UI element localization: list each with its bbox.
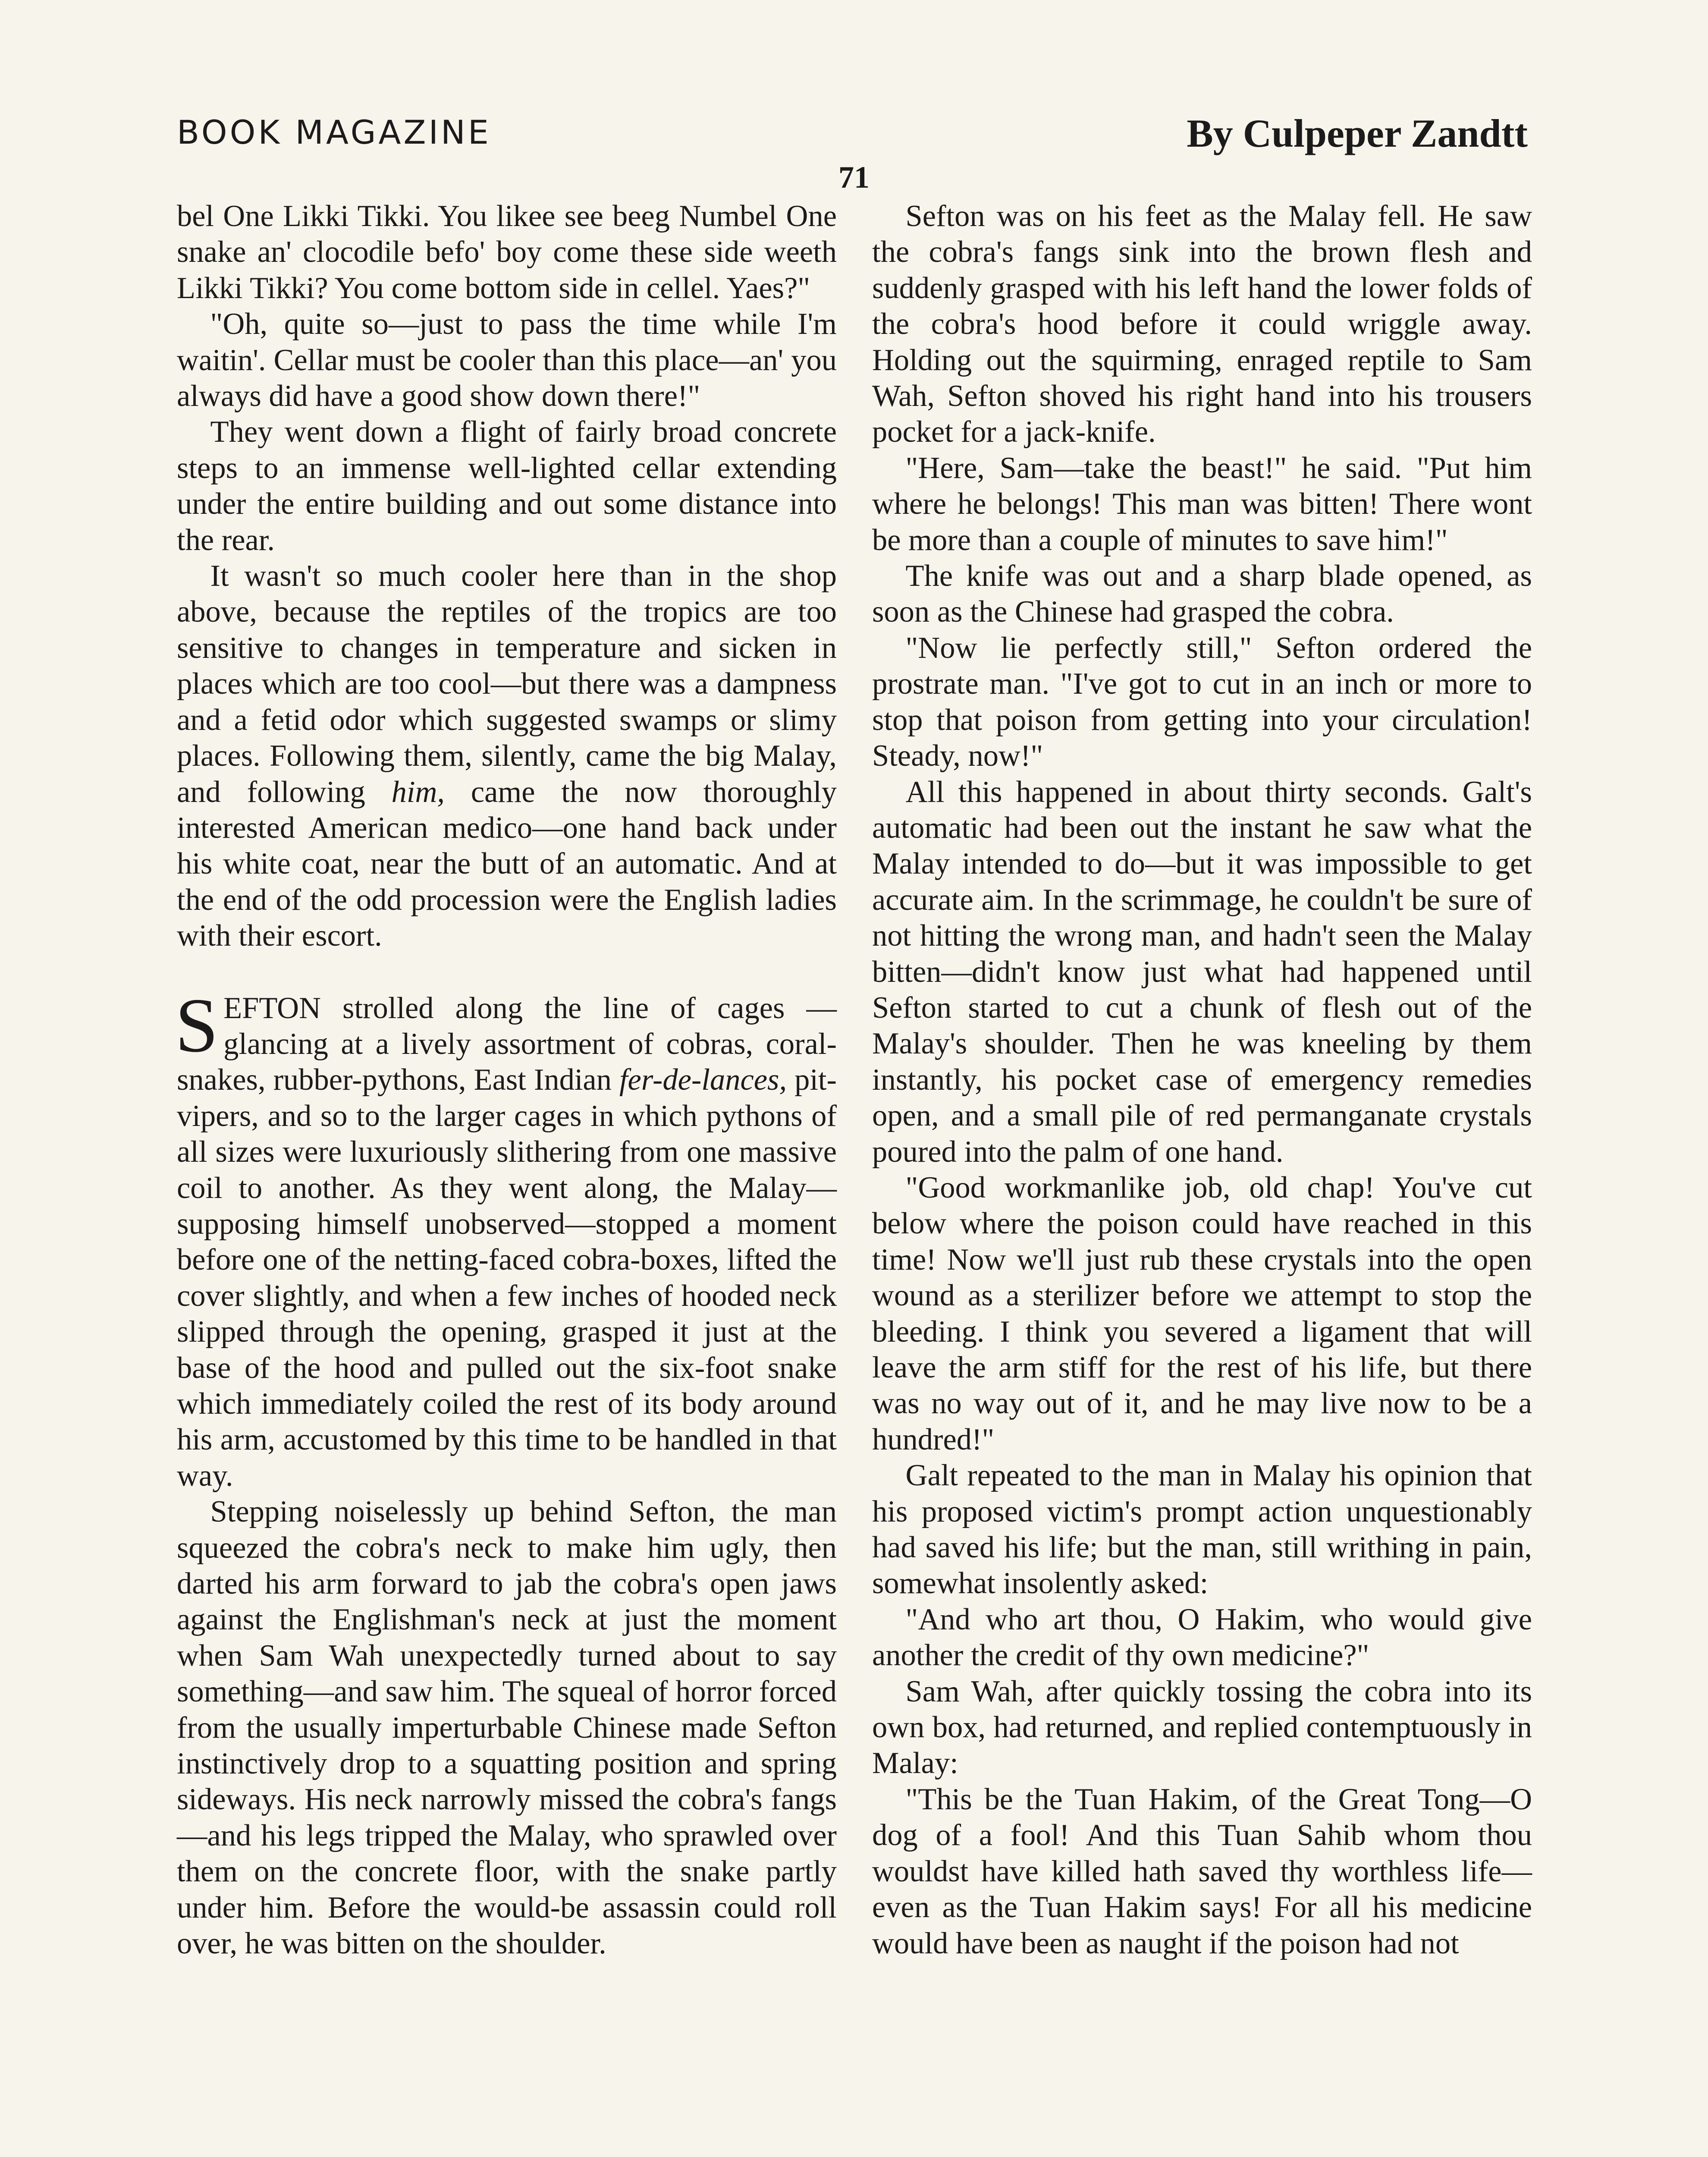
right-column <box>872 198 1532 1962</box>
author-byline: By Culpeper Zandtt <box>1187 111 1528 155</box>
paragraph: "This be the Tuan Hakim, of the Great Tong—O dog of a fool! And this Tuan Sahib whom thou wouldst have killed hath saved thy worthless life—even as the Tuan Hakim says! For all his medicine would have been as naught if the poison had not <box>872 1782 1532 1960</box>
paragraph: Galt repeated to the man in Malay his opinion that his proposed victim's prompt action unquestionably had saved his life; but the man, still writhing in pain, somewhat insolently asked: <box>872 1459 1532 1600</box>
paragraph: The knife was out and a sharp blade opened, as soon as the Chinese had grasped the cobra. <box>872 559 1532 629</box>
drop-cap: S <box>175 982 219 1068</box>
page-number: 71 <box>838 160 870 195</box>
paragraph: All this happened in about thirty seconds. Galt's automatic had been out the instant he saw what the Malay intended to do—but it was impossible to get accurate aim. In the scrimmage, he couldn't be sure of not hitting the wrong man, and hadn't seen the Malay bitten—didn't know just what had happened until Sefton started to cut a chunk of flesh out of the Malay's shoulder. Then he was kneeling by them instantly, his pocket case of emergency remedies open, and a small pile of red permanganate crystals poured into the palm of one hand. <box>872 775 1532 1169</box>
emphasis-text: fer-de-lances, <box>619 1063 787 1097</box>
paragraph-text: pit-vipers, and so to the larger cages in which pythons of all sizes were luxuriously slithering from one massive coil to another. As they went along, the Malay—supposing himself unobserved—stopped a moment before one of the netting-faced cobra-boxes, lifted the cover slightly, and when a few inches of hooded neck slipped through the opening, grasped it just at the base of the hood and pulled out the six-foot snake which immediately coiled the rest of its body around his arm, accustomed by this time to be handled in that way. <box>177 1063 837 1493</box>
paragraph: They went down a flight of fairly broad concrete steps to an immense well-lighted cellar extending under the entire building and out some distance into the rear. <box>177 415 837 557</box>
paragraph: "And who art thou, O Hakim, who would give another the credit of thy own medicine?" <box>872 1602 1532 1673</box>
paragraph: Stepping noiselessly up behind Sefton, the man squeezed the cobra's neck to make him ugly, then darted his arm forward to jab the cobra's open jaws against the Englishman's neck at just the moment when Sam Wah unexpectedly turned about to say something—and saw him. The squeal of horror forced from the usually imperturbable Chinese made Sefton instinctively drop to a squatting position and spring sideways. His neck narrowly missed the cobra's fangs—and his legs tripped the Malay, who sprawled over them on the concrete floor, with the snake partly under him. Before the would-be assassin could roll over, he was bitten on the shoulder. <box>177 1495 837 1961</box>
paragraph: "Now lie perfectly still," Sefton ordered the prostrate man. "I've got to cut in an inch or more to stop that poison from getting into your circulation! Steady, now!" <box>872 631 1532 773</box>
paragraph-text: It wasn't so much cooler here than in the shop above, because the reptiles of the tropics are too sensitive to changes in temperature and sicken in places which are too cool—but there was a dampness and a fetid odor which suggested swamps or slimy places. Following them, silently, came the big Malay, and following <box>177 559 837 809</box>
paragraph: "Oh, quite so—just to pass the time while I'm waitin'. Cellar must be cooler than this place—an' you always did have a good show down there!" <box>177 307 837 413</box>
magazine-title: BOOK MAGAZINE <box>177 113 491 151</box>
emphasis-text: him, <box>391 775 445 809</box>
paragraph: Sam Wah, after quickly tossing the cobra into its own box, had returned, and replied contemptuously in Malay: <box>872 1674 1532 1780</box>
paragraph <box>177 558 837 954</box>
paragraph: "Good workmanlike job, old chap! You've cut below where the poison could have reached in this time! Now we'll just rub these crystals into the open wound as a sterilizer before we attempt to stop the bleeding. I think you severed a ligament that will leave the arm stiff for the rest of his life, but there was no way out of it, and he may live now to be a hundred!" <box>872 1170 1532 1456</box>
left-column <box>177 198 837 1962</box>
paragraph-text: came the now thoroughly interested American medico—one hand back under his white coat, near the butt of an automatic. And at the end of the odd procession were the English ladies with their escort. <box>177 775 837 953</box>
section-opening-paragraph <box>175 982 837 1494</box>
paragraph: bel One Likki Tikki. You likee see beeg Numbel One snake an' clocodile befo' boy come these side weeth Likki Tikki? You come bottom side in cellel. Yaes?" <box>177 199 837 305</box>
paragraph-text: EFTON strolled along the line of cages —glancing at a lively assortment of cobras, coral-snakes, rubber-pythons, East Indian <box>177 991 837 1097</box>
paragraph: "Here, Sam—take the beast!" he said. "Put him where he belongs! This man was bitten! There wont be more than a couple of minutes to save him!" <box>872 451 1532 557</box>
paragraph: Sefton was on his feet as the Malay fell. He saw the cobra's fangs sink into the brown flesh and suddenly grasped with his left hand the lower folds of the cobra's hood before it could wriggle away. Holding out the squirming, enraged reptile to Sam Wah, Sefton shoved his right hand into his trousers pocket for a jack-knife. <box>872 199 1532 449</box>
